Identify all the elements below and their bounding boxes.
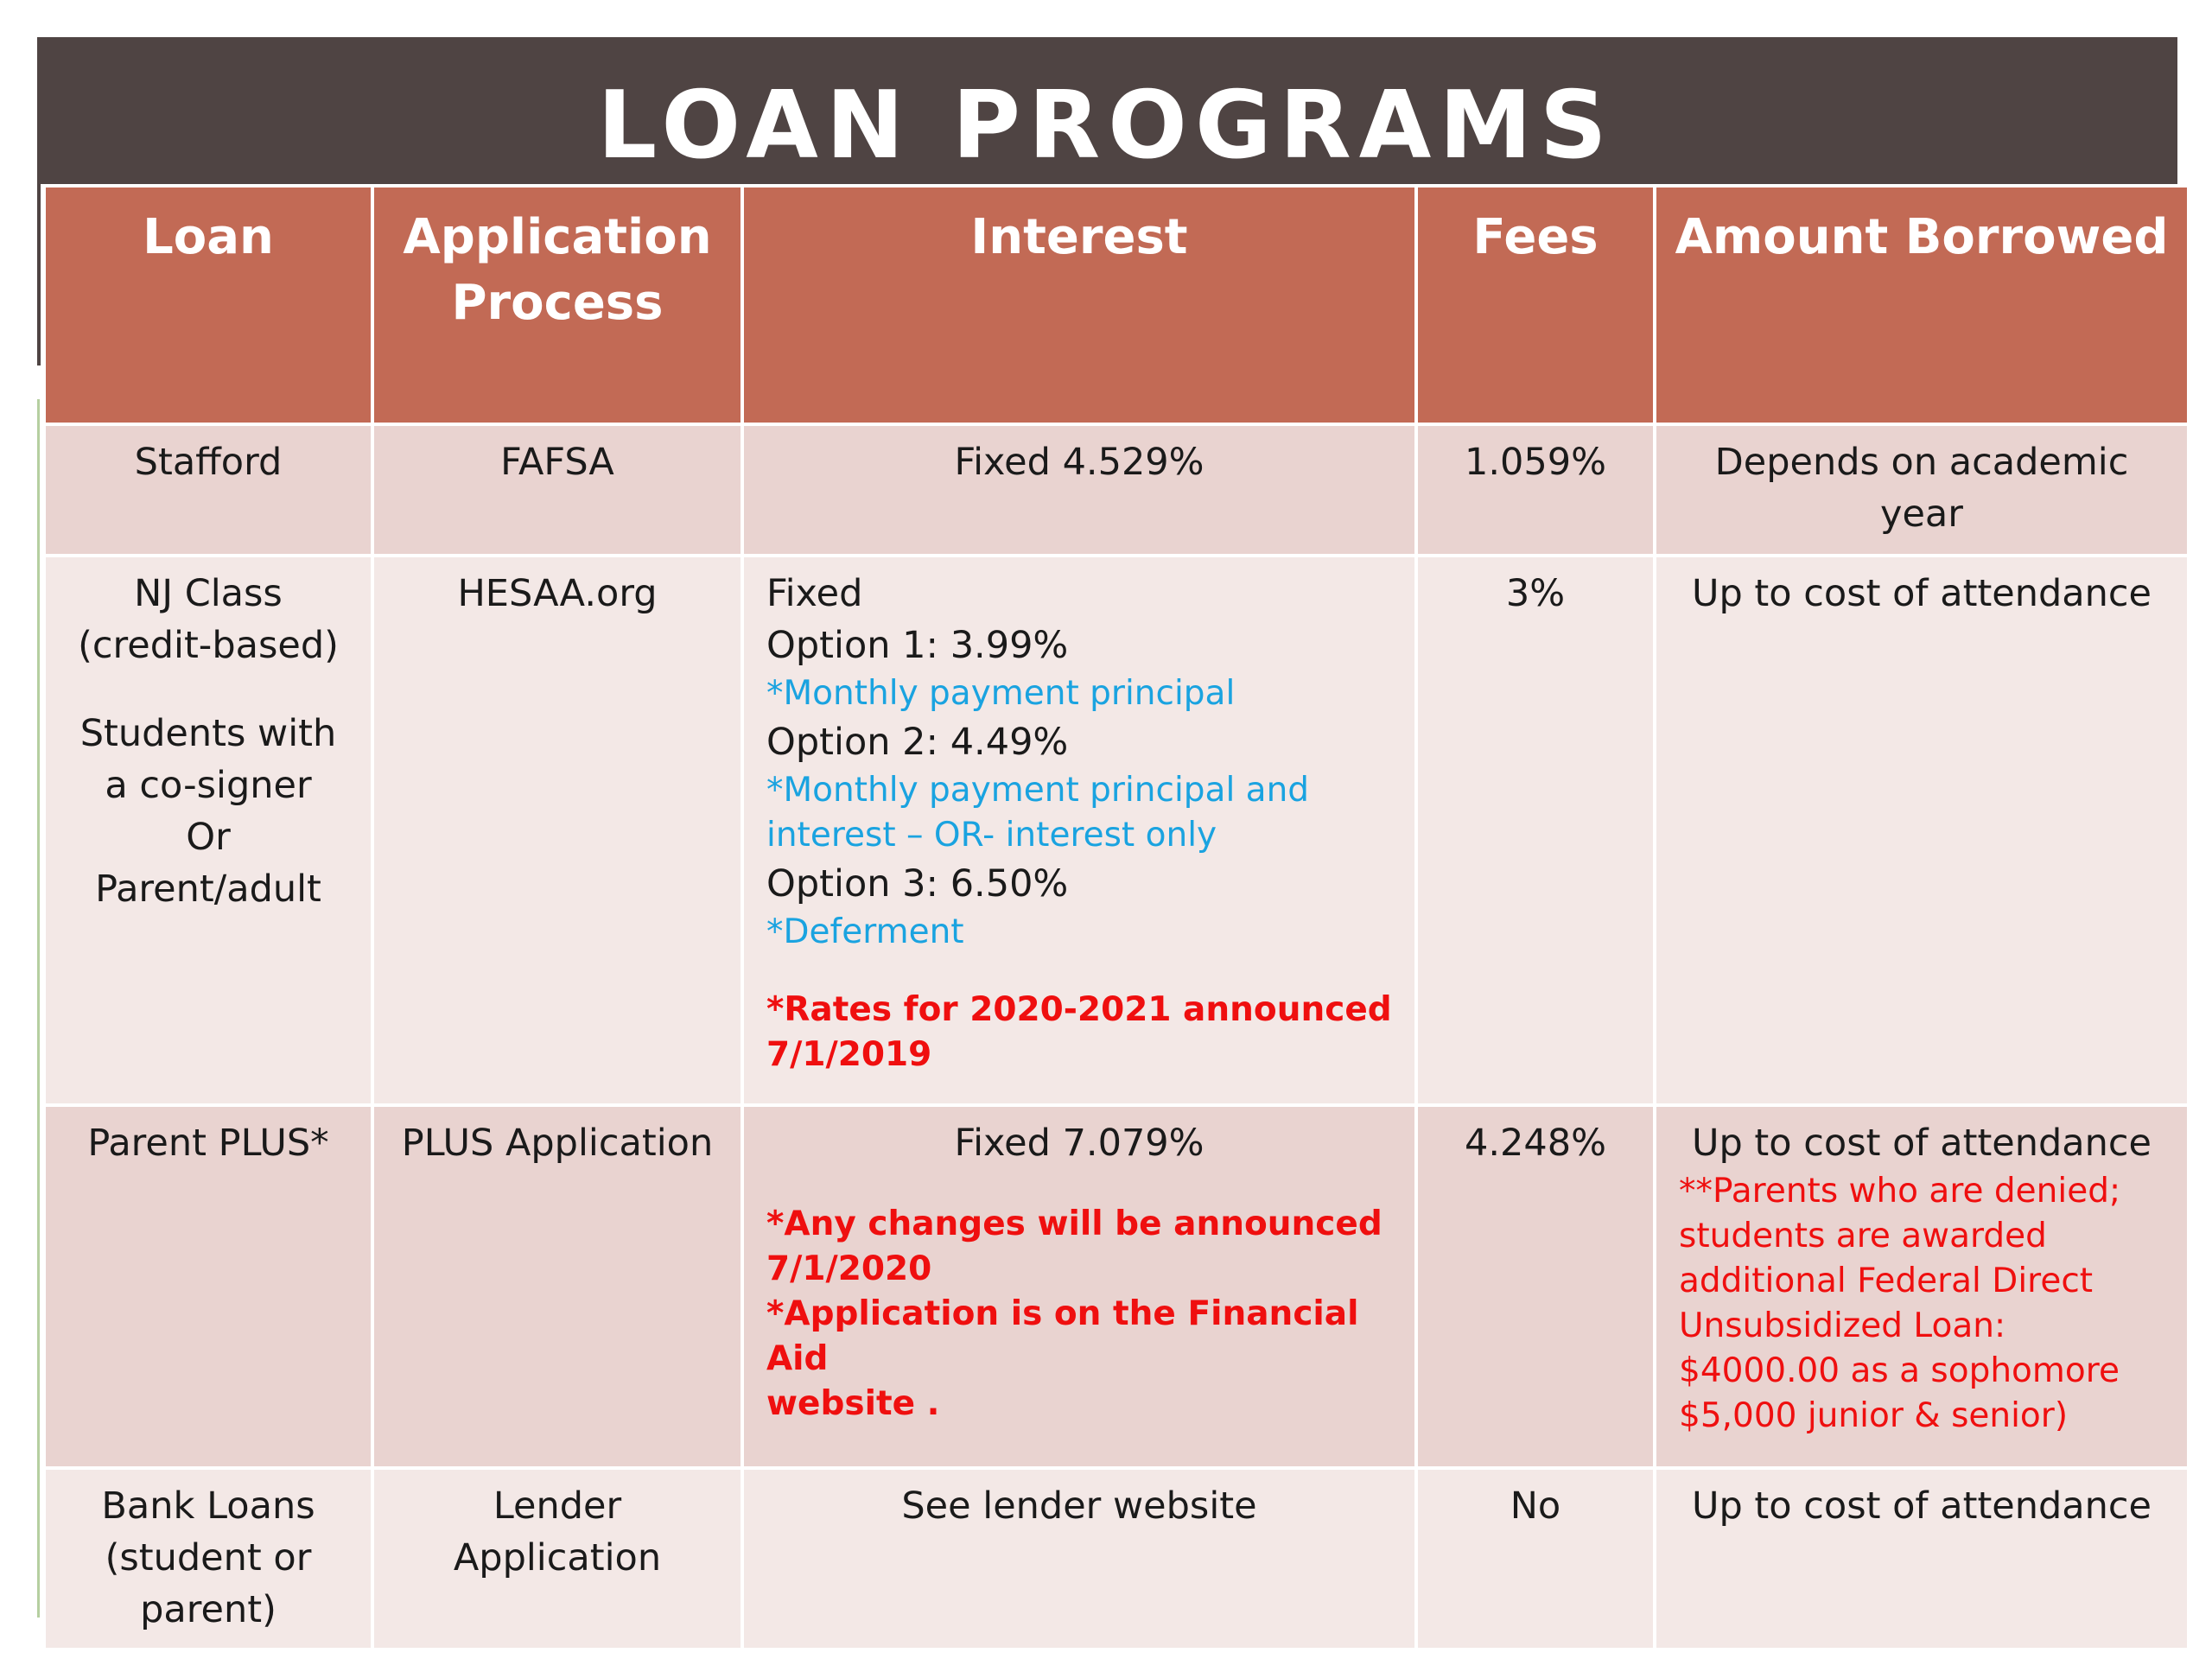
left-accent-line [37, 184, 41, 365]
cell-application: Lender Application [372, 1468, 742, 1649]
cell-loan: Parent PLUS* [44, 1105, 372, 1468]
cell-interest: See lender website [742, 1468, 1416, 1649]
cell-loan: Bank Loans (student or parent) [44, 1468, 372, 1649]
column-header-loan: Loan [44, 186, 372, 424]
table-row [44, 1105, 2189, 1468]
cell-interest: Fixed Option 1: 3.99% *Monthly payment principal Option 2: 4.49% *Monthly payment principal and interest – OR- interest only Option 3: 6.50% *Deferment *Rates for 2020-2021 announced 7/1/2019 [742, 556, 1416, 1105]
cell-fees: 1.059% [1416, 424, 1655, 556]
cell-application: FAFSA [372, 424, 742, 556]
cell-loan: Stafford [44, 424, 372, 556]
table-row [44, 1468, 2189, 1649]
table-row [44, 556, 2189, 1105]
loan-programs-table [42, 184, 2190, 1651]
cell-amount: Up to cost of attendance **Parents who are denied; students are awarded additional Federal Direct Unsubsidized Loan: $4000.00 as a sophomore $5,000 junior & senior) [1655, 1105, 2189, 1468]
table-header-row [44, 186, 2189, 424]
column-header-amount: Amount Borrowed [1655, 186, 2189, 424]
cell-application: HESAA.org [372, 556, 742, 1105]
cell-application: PLUS Application [372, 1105, 742, 1468]
column-header-interest: Interest [742, 186, 1416, 424]
left-accent-line-green [37, 399, 40, 1618]
cell-interest: Fixed 4.529% [742, 424, 1416, 556]
cell-amount: Up to cost of attendance [1655, 1468, 2189, 1649]
cell-amount: Depends on academic year [1655, 424, 2189, 556]
cell-interest: Fixed 7.079% *Any changes will be announced 7/1/2020 *Application is on the Financial Aid website . [742, 1105, 1416, 1468]
page-title: LOAN PROGRAMS [597, 72, 1615, 180]
table-row [44, 424, 2189, 556]
column-header-fees: Fees [1416, 186, 1655, 424]
column-header-application: Application Process [372, 186, 742, 424]
cell-amount: Up to cost of attendance [1655, 556, 2189, 1105]
cell-loan: NJ Class (credit-based) Students with a co-signer Or Parent/adult [44, 556, 372, 1105]
cell-fees: No [1416, 1468, 1655, 1649]
cell-fees: 3% [1416, 556, 1655, 1105]
cell-fees: 4.248% [1416, 1105, 1655, 1468]
